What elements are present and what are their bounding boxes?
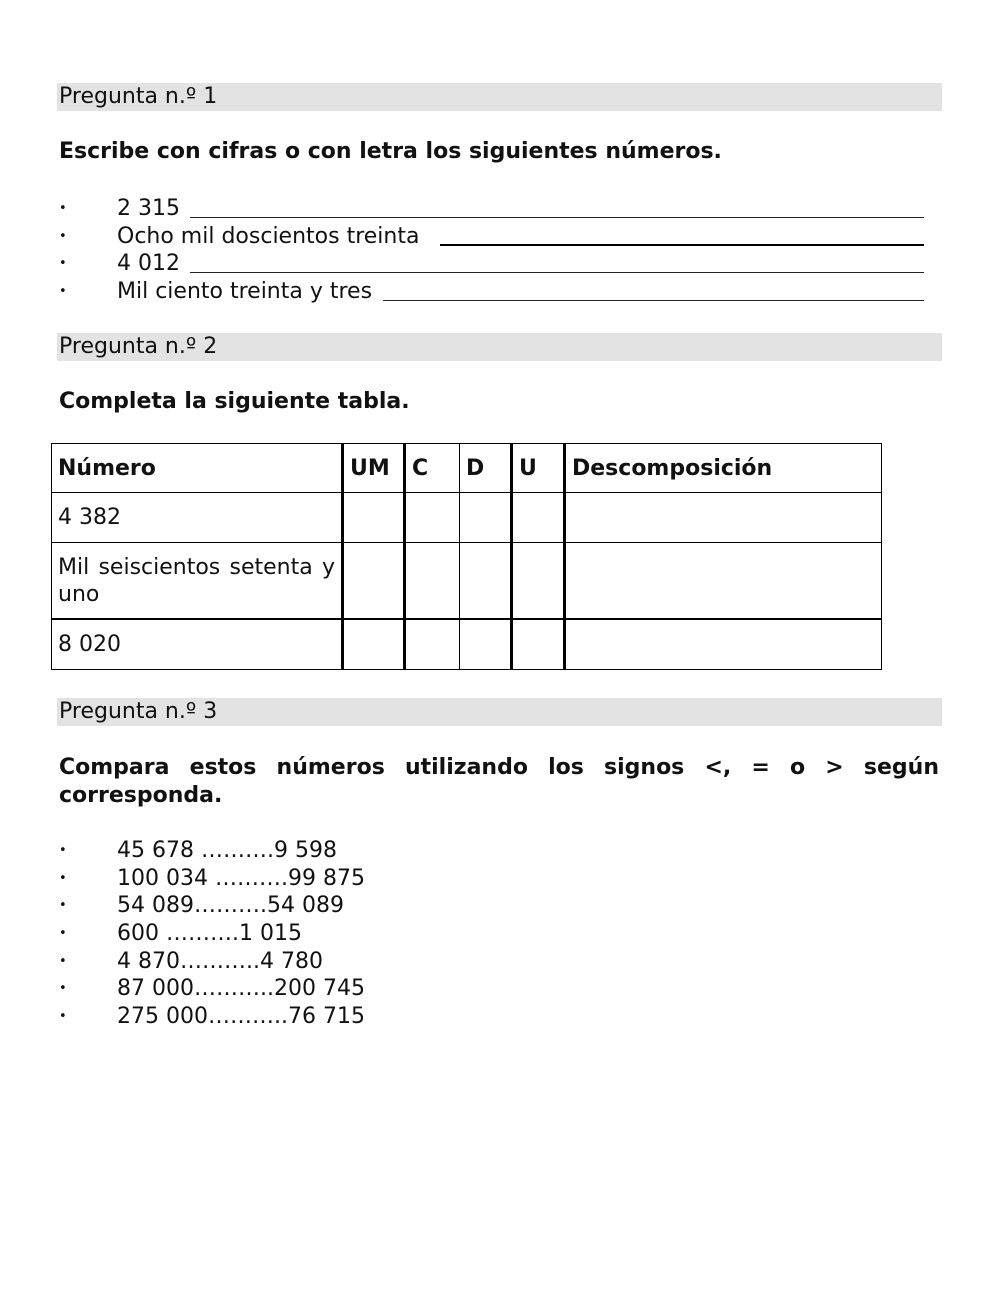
bullet-icon: • — [59, 926, 67, 942]
bullet-icon: • — [59, 843, 67, 858]
column-header: UM — [342, 443, 404, 493]
answer-cell[interactable] — [342, 620, 404, 670]
bullet-icon: • — [59, 953, 67, 969]
answer-cell[interactable] — [564, 620, 882, 670]
bullet-icon: • — [59, 201, 67, 216]
item-text: 45 678 ……….9 598 — [117, 838, 337, 863]
column-header: C — [404, 443, 460, 493]
answer-cell[interactable] — [404, 543, 460, 620]
question-3-header: Pregunta n.º 3 — [57, 698, 942, 726]
question-1-header: Pregunta n.º 1 — [57, 83, 942, 111]
number-cell: 4 382 — [51, 493, 342, 543]
answer-cell[interactable] — [460, 493, 511, 543]
answer-cell[interactable] — [564, 543, 882, 620]
list-item — [59, 865, 659, 893]
answer-cell[interactable] — [404, 493, 460, 543]
bullet-icon: • — [59, 898, 67, 914]
list-item — [59, 223, 924, 251]
table-row — [51, 620, 882, 670]
bullet-icon: • — [59, 1009, 67, 1025]
question-2-header: Pregunta n.º 2 — [57, 333, 942, 361]
answer-cell[interactable] — [460, 620, 511, 670]
answer-cell[interactable] — [511, 620, 564, 670]
bullet-icon: • — [59, 981, 67, 997]
item-text: 600 ……….1 015 — [117, 921, 302, 947]
list-item — [59, 948, 659, 976]
item-text: 87 000………..200 745 — [117, 976, 365, 1002]
list-item — [59, 278, 924, 306]
list-item — [59, 975, 659, 1003]
item-text: Mil ciento treinta y tres — [117, 279, 373, 305]
list-item — [59, 837, 659, 865]
bullet-icon: • — [59, 870, 67, 886]
item-text: 2 315 — [117, 196, 180, 221]
decomposition-table — [51, 443, 882, 670]
list-item — [59, 920, 659, 948]
question-1-instruction: Escribe con cifras o con letra los siguientes números. — [59, 139, 722, 164]
question-2-instruction: Completa la siguiente tabla. — [59, 389, 410, 414]
bullet-icon: • — [59, 284, 67, 300]
answer-line-4[interactable] — [383, 300, 924, 301]
column-header: U — [511, 443, 564, 493]
answer-cell[interactable] — [511, 493, 564, 543]
answer-line-2[interactable] — [440, 244, 924, 246]
item-text: 275 000………..76 715 — [117, 1004, 365, 1030]
answer-line-1[interactable] — [190, 217, 924, 218]
question-1-list — [59, 195, 924, 306]
answer-cell[interactable] — [460, 543, 511, 620]
question-3-list — [59, 837, 659, 1031]
answer-cell[interactable] — [342, 493, 404, 543]
answer-cell[interactable] — [511, 543, 564, 620]
item-text: Ocho mil doscientos treinta — [117, 223, 420, 249]
list-item — [59, 195, 924, 223]
item-text: 4 012 — [117, 251, 180, 277]
item-text: 4 870………..4 780 — [117, 948, 323, 974]
column-header: D — [460, 443, 511, 493]
number-cell: 8 020 — [51, 620, 342, 670]
question-3-instruction: Compara estos números utilizando los signos <, = o > según corresponda. — [59, 755, 939, 808]
list-item — [59, 1003, 659, 1031]
number-cell: Mil seiscientos setenta y uno — [51, 543, 342, 620]
answer-line-3[interactable] — [190, 272, 924, 273]
answer-cell[interactable] — [564, 493, 882, 543]
answer-cell[interactable] — [404, 620, 460, 670]
column-header: Descomposición — [564, 443, 882, 493]
list-item — [59, 250, 924, 278]
bullet-icon: • — [59, 228, 67, 244]
table-row — [51, 493, 882, 543]
list-item — [59, 892, 659, 920]
item-text: 100 034 ……….99 875 — [117, 865, 365, 891]
table-header-row — [51, 443, 882, 493]
answer-cell[interactable] — [342, 543, 404, 620]
item-text: 54 089……….54 089 — [117, 893, 344, 919]
bullet-icon: • — [59, 256, 67, 272]
column-header: Número — [51, 443, 342, 493]
table-row — [51, 543, 882, 620]
